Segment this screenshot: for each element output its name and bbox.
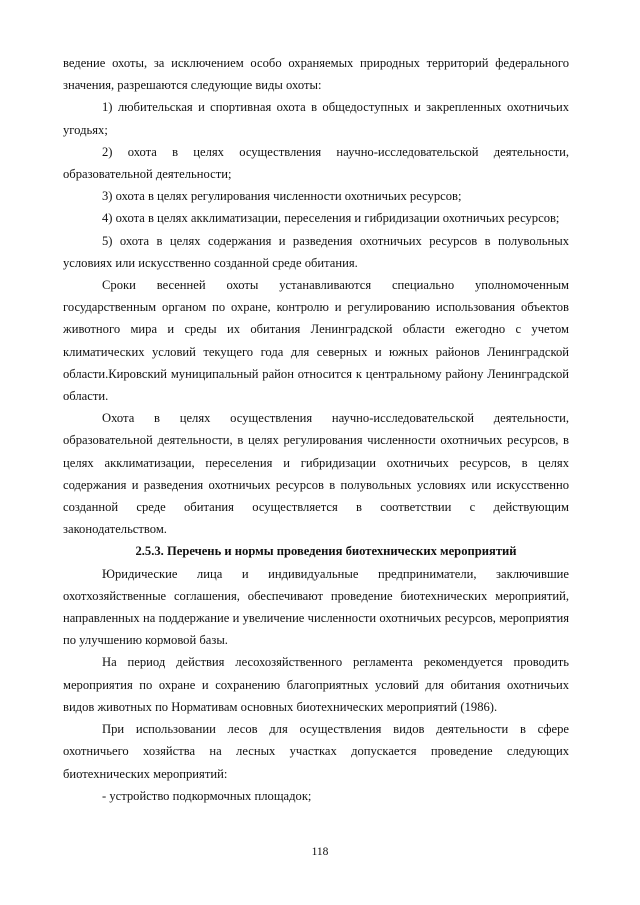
list-item: 1) любительская и спортивная охота в общедоступных и закрепленных охотничьих угодьях;	[63, 100, 569, 137]
list-item: 5) охота в целях содержания и разведения охотничьих ресурсов в полувольных условиях или искусственно созданной среде обитания.	[63, 233, 569, 270]
paragraph: Юридические лица и индивидуальные предприниматели, заключившие охотхозяйственные соглашения, обеспечивают проведение биотехнических мероприятий, направленных на поддержание и увеличение численности охотничьих ресурсов, мероприятия по улучшению кормовой базы.	[63, 566, 569, 648]
page-number: 118	[311, 846, 329, 858]
list-item: 3) охота в целях регулирования численности охотничьих ресурсов;	[102, 189, 462, 204]
paragraph: На период действия лесохозяйственного регламента рекомендуется проводить мероприятия по охране и сохранению благоприятных условий для обитания охотничьих видов животных по Нормативам основных биотехнических мероприятий (1986).	[63, 655, 569, 714]
list-item: 4) охота в целях акклиматизации, переселения и гибридизации охотничьих ресурсов;	[102, 211, 560, 226]
paragraph: Сроки весенней охоты устанавливаются специально уполномоченным государственным органом по охране, контролю и регулированию использования объектов животного мира и среды их обитания Ленинградской области ежегодно с учетом климатических условий текущего года для северных и южных районов Ленинградской области.Кировский муниципальный район относится к центральному району Ленинградской области.	[63, 278, 569, 404]
page-body	[63, 52, 569, 807]
list-item: - устройство подкормочных площадок;	[102, 788, 312, 803]
list-item: 2) охота в целях осуществления научно-исследовательской деятельности, образовательной деятельности;	[63, 144, 569, 182]
paragraph: При использовании лесов для осуществления видов деятельности в сфере охотничьего хозяйства на лесных участках допускается проведение следующих биотехнических мероприятий:	[63, 722, 569, 781]
section-heading: 2.5.3. Перечень и нормы проведения биотехнических мероприятий	[135, 544, 517, 559]
paragraph: Охота в целях осуществления научно-исследовательской деятельности, образовательной деятельности, в целях регулирования численности охотничьих ресурсов, в целях акклиматизации, переселения и гибридизации охотничьих ресурсов, в целях содержания и разведения охотничьих ресурсов в полувольных условиях или искусственно созданной среде обитания осуществляется в соответствии с действующим законодательством.	[63, 411, 569, 537]
paragraph: ведение охоты, за исключением особо охраняемых природных территорий федерального значения, разрешаются следующие виды охоты:	[63, 56, 569, 93]
